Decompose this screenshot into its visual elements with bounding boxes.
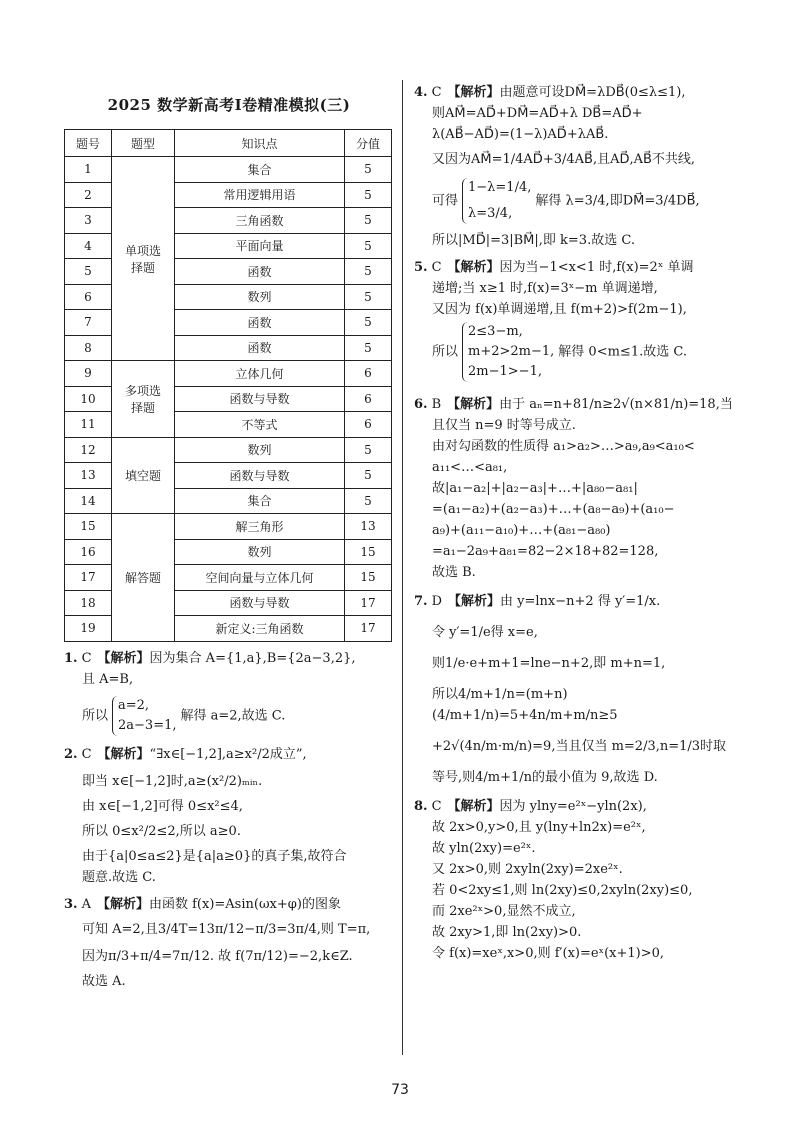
cell-topic: 立体几何 bbox=[175, 361, 345, 387]
solution-1 bbox=[64, 648, 394, 738]
cell-no: 5 bbox=[65, 259, 112, 285]
cell-no: 17 bbox=[65, 565, 112, 591]
solution-line: 所以|MD⃗|=3|BM⃗|,即 k=3.故选 C. bbox=[432, 233, 635, 248]
table-row bbox=[65, 361, 392, 387]
cell-score: 5 bbox=[345, 463, 392, 489]
q-number: 7. bbox=[414, 594, 428, 609]
solution-4 bbox=[414, 82, 744, 251]
analysis-tag: 【解析】 bbox=[448, 594, 501, 609]
solution-line: 故 2x>0,y>0,且 y(lny+ln2x)=e²ˣ, bbox=[432, 820, 646, 835]
cell-score: 5 bbox=[345, 335, 392, 361]
table-body bbox=[65, 157, 392, 642]
analysis-tag: 【解析】 bbox=[97, 650, 150, 666]
cell-type: 填空题 bbox=[112, 437, 175, 514]
answer-letter: C bbox=[81, 650, 92, 666]
column-divider bbox=[402, 80, 403, 1055]
analysis-tag: 【解析】 bbox=[447, 397, 500, 412]
case-brace bbox=[462, 178, 531, 224]
solution-line: 题意.故选 C. bbox=[82, 869, 156, 885]
case-line: λ=3/4, bbox=[468, 206, 513, 221]
cell-no: 15 bbox=[65, 514, 112, 540]
solution-line: 故选 A. bbox=[82, 973, 126, 989]
cell-no: 19 bbox=[65, 616, 112, 642]
solution-line: 所以4/m+1/n=(m+n)(4/m+1/n)=5+4n/m+m/n≥5 bbox=[432, 687, 618, 723]
header-score: 分值 bbox=[345, 130, 392, 157]
left-column bbox=[64, 82, 394, 992]
answer-letter: A bbox=[81, 896, 91, 912]
cell-no: 13 bbox=[65, 463, 112, 489]
answer-letter: C bbox=[81, 746, 92, 762]
solution-line: “∃x∈[−1,2],a≥x²/2成立”, bbox=[149, 746, 307, 762]
solution-line: 又因为AM⃗=1/4AD⃗+3/4AB⃗,且AD⃗,AB⃗不共线, bbox=[432, 152, 696, 167]
solution-line: a₉)+(a₁₁−a₁₀)+…+(a₈₁−a₈₀) bbox=[432, 523, 611, 538]
solution-line: 可知 A=2,且3/4T=13π/12−π/3=3π/4,则 T=π, bbox=[82, 921, 371, 937]
cell-no: 8 bbox=[65, 335, 112, 361]
case-line: 2≤3−m, bbox=[468, 324, 523, 339]
solution-line: 解得 0<m≤1.故选 C. bbox=[558, 344, 687, 360]
cell-score: 15 bbox=[345, 539, 392, 565]
solution-line: 而 2xe²ˣ>0,显然不成立, bbox=[432, 904, 576, 919]
cell-topic: 三角函数 bbox=[175, 208, 345, 234]
page-title: 2025 数学新高考Ⅰ卷精准模拟(三) bbox=[107, 96, 351, 114]
solution-line: 递增;当 x≥1 时,f(x)=3ˣ−m 单调递增, bbox=[432, 281, 658, 296]
solution-line: 且 A=B, bbox=[82, 671, 134, 687]
cell-no: 3 bbox=[65, 208, 112, 234]
table-row bbox=[65, 514, 392, 540]
solution-line: 由 x∈[−1,2]可得 0≤x²≤4, bbox=[82, 798, 243, 814]
cell-topic: 平面向量 bbox=[175, 233, 345, 259]
cell-no: 12 bbox=[65, 437, 112, 463]
solution-line: λ(AB⃗−AD⃗)=(1−λ)AD⃗+λAB⃗. bbox=[432, 127, 609, 142]
q-number: 3. bbox=[64, 896, 78, 912]
case-brace bbox=[112, 696, 176, 736]
solution-line: 故|a₁−a₂|+|a₂−a₃|+…+|a₈₀−a₈₁| bbox=[432, 481, 638, 496]
cell-no: 14 bbox=[65, 488, 112, 514]
solution-line: 故 yln(2xy)=e²ˣ. bbox=[432, 841, 536, 856]
q-number: 5. bbox=[414, 260, 428, 275]
case-brace bbox=[462, 322, 554, 382]
cell-no: 1 bbox=[65, 157, 112, 183]
solution-line: 又因为 f(x)单调递增,且 f(m+2)>f(2m−1), bbox=[432, 302, 687, 317]
solution-line: 故 2xy>1,即 ln(2xy)>0. bbox=[432, 925, 582, 940]
solution-line: 由对勾函数的性质得 a₁>a₂>…>a₉,a₉<a₁₀< bbox=[432, 439, 695, 454]
cell-no: 9 bbox=[65, 361, 112, 387]
solution-line: 解得 a=2,故选 C. bbox=[180, 708, 286, 723]
case-line: 2m−1>−1, bbox=[468, 364, 542, 379]
solution-line: 令 y′=1/e得 x=e, bbox=[432, 625, 538, 640]
table-row bbox=[65, 157, 392, 183]
q-number: 8. bbox=[414, 799, 428, 814]
answer-letter: D bbox=[431, 594, 443, 609]
analysis-tag: 【解析】 bbox=[447, 799, 500, 814]
solution-line: 令 f(x)=xeˣ,x>0,则 f′(x)=eˣ(x+1)>0, bbox=[432, 946, 665, 961]
solution-line: =a₁−2a₉+a₈₁=82−2×18+82=128, bbox=[432, 544, 659, 559]
cell-topic: 数列 bbox=[175, 437, 345, 463]
solution-7 bbox=[414, 591, 744, 788]
cell-topic: 不等式 bbox=[175, 412, 345, 438]
solution-line: 又 2x>0,则 2xyln(2xy)=2xe²ˣ. bbox=[432, 862, 623, 877]
solution-line: 因为 ylny=e²ˣ−yln(2x), bbox=[499, 799, 647, 814]
cell-no: 2 bbox=[65, 182, 112, 208]
cell-score: 6 bbox=[345, 361, 392, 387]
analysis-tag: 【解析】 bbox=[447, 260, 500, 275]
q-number: 4. bbox=[414, 85, 428, 100]
cell-no: 11 bbox=[65, 412, 112, 438]
solution-line: 若 0<2xy≤1,则 ln(2xy)≤0,2xyln(2xy)≤0, bbox=[432, 883, 693, 898]
cell-score: 6 bbox=[345, 386, 392, 412]
answer-letter: C bbox=[431, 799, 442, 814]
solution-line: 由函数 f(x)=Asin(ωx+φ)的图象 bbox=[148, 896, 341, 912]
cell-no: 4 bbox=[65, 233, 112, 259]
analysis-tag: 【解析】 bbox=[97, 746, 150, 762]
cell-topic: 新定义:三角函数 bbox=[175, 616, 345, 642]
solution-8 bbox=[414, 796, 744, 964]
cell-topic: 集合 bbox=[175, 157, 345, 183]
cell-topic: 函数 bbox=[175, 335, 345, 361]
cell-topic: 函数与导数 bbox=[175, 590, 345, 616]
solution-line: 由题意可设DM⃗=λDB⃗(0≤λ≤1), bbox=[499, 85, 686, 100]
analysis-tag: 【解析】 bbox=[96, 896, 149, 912]
cell-score: 5 bbox=[345, 157, 392, 183]
header-topic: 知识点 bbox=[175, 130, 345, 157]
solution-6 bbox=[414, 394, 744, 583]
solution-line: 可得 bbox=[432, 193, 459, 209]
cell-no: 16 bbox=[65, 539, 112, 565]
solution-line: 则AM⃗=AD⃗+DM⃗=AD⃗+λ DB⃗=AD⃗+ bbox=[432, 106, 643, 121]
solution-line: 由 y=lnx−n+2 得 y′=1/x. bbox=[500, 594, 661, 609]
case-line: m+2>2m−1, bbox=[468, 344, 555, 359]
solution-line: 因为π/3+π/4=7π/12. 故 f(7π/12)=−2,k∈Z. bbox=[82, 948, 353, 964]
cell-no: 7 bbox=[65, 310, 112, 336]
solution-line: 因为集合 A={1,a},B={2a−3,2}, bbox=[149, 650, 356, 666]
solution-line: 解得 λ=3/4,即DM⃗=3/4DB⃗, bbox=[535, 193, 700, 209]
cell-score: 5 bbox=[345, 233, 392, 259]
solution-2 bbox=[64, 744, 394, 888]
cell-topic: 常用逻辑用语 bbox=[175, 182, 345, 208]
cell-score: 5 bbox=[345, 259, 392, 285]
case-line: 2a−3=1, bbox=[118, 717, 177, 733]
answer-letter: C bbox=[431, 85, 442, 100]
right-column bbox=[414, 82, 744, 964]
solution-line: =(a₁−a₂)+(a₂−a₃)+…+(a₈−a₉)+(a₁₀− bbox=[432, 502, 675, 517]
header-no: 题号 bbox=[65, 130, 112, 157]
cell-topic: 函数 bbox=[175, 310, 345, 336]
page-number: 73 bbox=[391, 1082, 409, 1098]
cell-topic: 解三角形 bbox=[175, 514, 345, 540]
cell-no: 18 bbox=[65, 590, 112, 616]
case-line: a=2, bbox=[118, 697, 150, 713]
cell-topic: 数列 bbox=[175, 539, 345, 565]
cell-score: 15 bbox=[345, 565, 392, 591]
solution-line: 由于 aₙ=n+81/n≥2√(n×81/n)=18,当 bbox=[499, 397, 733, 412]
case-line: 1−λ=1/4, bbox=[468, 180, 532, 195]
solution-line: 由于{a|0≤a≤2}是{a|a≥0}的真子集,故符合 bbox=[82, 848, 347, 864]
solution-5 bbox=[414, 257, 744, 384]
solution-line: 因为当−1<x<1 时,f(x)=2ˣ 单调 bbox=[499, 260, 694, 275]
q-number: 1. bbox=[64, 650, 78, 666]
cell-topic: 集合 bbox=[175, 488, 345, 514]
answer-letter: B bbox=[431, 397, 442, 412]
cell-score: 17 bbox=[345, 590, 392, 616]
solution-line: 等号,则4/m+1/n的最小值为 9,故选 D. bbox=[432, 770, 658, 785]
solution-line: 即当 x∈[−1,2]时,a≥(x²/2)ₘᵢₙ. bbox=[82, 773, 263, 789]
cell-no: 6 bbox=[65, 284, 112, 310]
cell-score: 6 bbox=[345, 412, 392, 438]
answer-letter: C bbox=[431, 260, 442, 275]
cell-type: 解答题 bbox=[112, 514, 175, 642]
cell-score: 13 bbox=[345, 514, 392, 540]
cell-topic: 函数与导数 bbox=[175, 463, 345, 489]
cell-score: 17 bbox=[345, 616, 392, 642]
cell-score: 5 bbox=[345, 310, 392, 336]
solution-line: 所以 bbox=[82, 708, 109, 723]
solution-3 bbox=[64, 894, 394, 992]
solution-line: 故选 B. bbox=[432, 565, 476, 580]
table-row bbox=[65, 437, 392, 463]
solution-line: a₁₁<…<a₈₁, bbox=[432, 460, 508, 475]
header-type: 题型 bbox=[112, 130, 175, 157]
q-number: 2. bbox=[64, 746, 78, 762]
cell-topic: 函数与导数 bbox=[175, 386, 345, 412]
solutions-left bbox=[64, 648, 394, 992]
cell-topic: 函数 bbox=[175, 259, 345, 285]
cell-topic: 数列 bbox=[175, 284, 345, 310]
solution-line: 且仅当 n=9 时等号成立. bbox=[432, 418, 576, 433]
cell-type: 多项选择题 bbox=[112, 361, 175, 438]
cell-score: 5 bbox=[345, 488, 392, 514]
cell-score: 5 bbox=[345, 182, 392, 208]
solution-line: 则1/e·e+m+1=lne−n+2,即 m+n=1, bbox=[432, 656, 666, 671]
table-header-row bbox=[65, 130, 392, 157]
solution-line: +2√(4n/m·m/n)=9,当且仅当 m=2/3,n=1/3时取 bbox=[432, 739, 727, 754]
cell-score: 5 bbox=[345, 284, 392, 310]
cell-score: 5 bbox=[345, 208, 392, 234]
solution-line: 所以 bbox=[432, 344, 459, 360]
knowledge-table bbox=[64, 129, 392, 642]
cell-topic: 空间向量与立体几何 bbox=[175, 565, 345, 591]
q-number: 6. bbox=[414, 397, 428, 412]
analysis-tag: 【解析】 bbox=[447, 85, 500, 100]
solution-line: 所以 0≤x²/2≤2,所以 a≥0. bbox=[82, 823, 241, 839]
cell-score: 5 bbox=[345, 437, 392, 463]
cell-type: 单项选择题 bbox=[112, 157, 175, 361]
cell-no: 10 bbox=[65, 386, 112, 412]
